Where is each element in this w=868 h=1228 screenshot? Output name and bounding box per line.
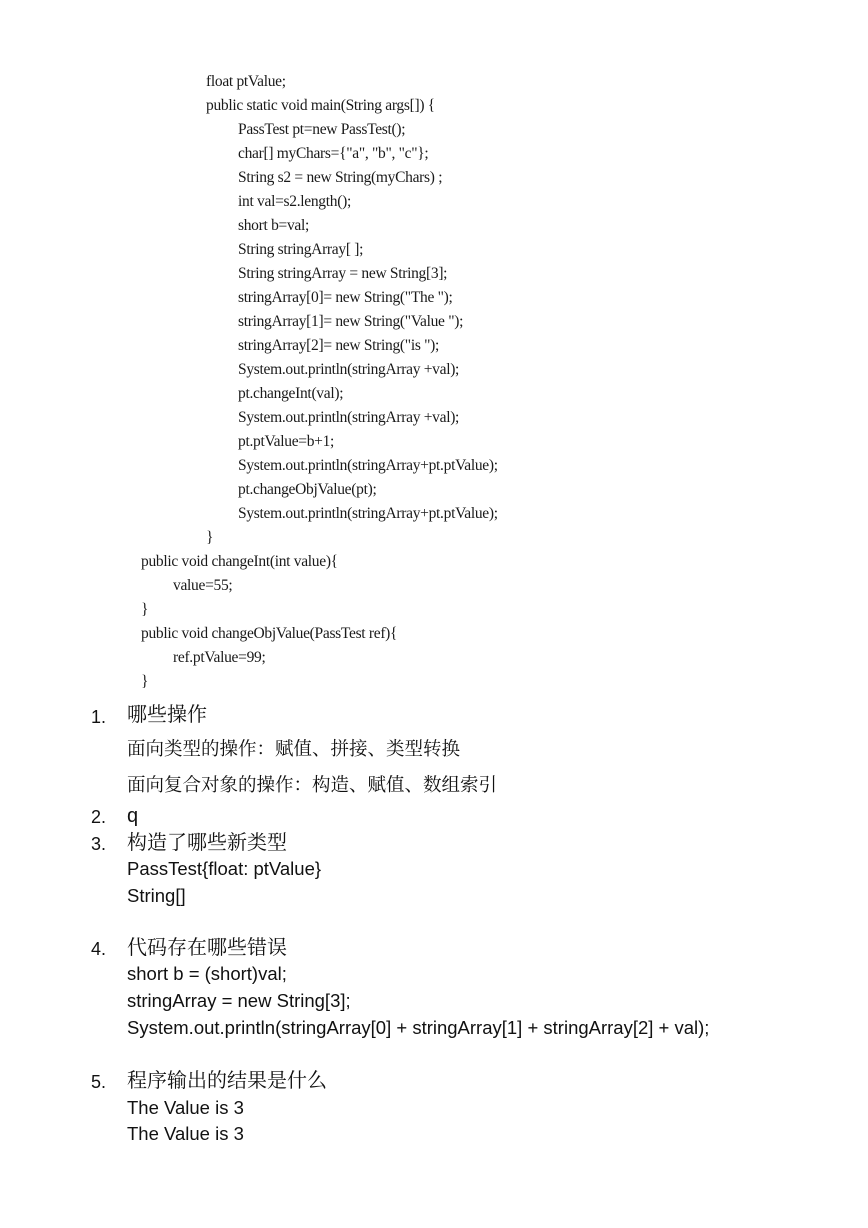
cropped-line-remnant [170,58,440,64]
question-heading: 代码存在哪些错误 [127,937,287,959]
code-line: pt.changeObjValue(pt); [238,481,377,498]
code-line: stringArray[0]= new String("The "); [238,289,453,306]
list-number: 4. [91,939,107,959]
code-line: String s2 = new String(myChars) ; [238,169,443,186]
list-number: 1. [91,707,107,727]
code-line: pt.changeInt(val); [238,385,344,402]
code-line: value=55; [173,577,233,594]
answer-line: PassTest{float: ptValue} [127,858,322,879]
code-line: System.out.println(stringArray+pt.ptValue); [238,505,498,522]
code-line: System.out.println(stringArray+pt.ptValue); [238,457,498,474]
code-line: ref.ptValue=99; [173,649,266,666]
code-line: PassTest pt=new PassTest(); [238,121,406,138]
code-line: } [141,673,149,690]
code-line: String stringArray[ ]; [238,241,364,258]
answer-line: String[] [127,885,186,906]
list-number: 2. [91,807,107,827]
code-line: System.out.println(stringArray +val); [238,409,460,426]
answer-line: stringArray = new String[3]; [127,990,351,1011]
code-line: System.out.println(stringArray +val); [238,361,460,378]
list-number: 5. [91,1072,107,1092]
code-line: char[] myChars={"a", "b", "c"}; [238,145,429,162]
code-line: stringArray[2]= new String("is "); [238,337,440,354]
code-line: short b=val; [238,217,310,234]
code-line: String stringArray = new String[3]; [238,265,448,282]
code-line: pt.ptValue=b+1; [238,433,335,450]
answer-line: System.out.println(stringArray[0] + stringArray[1] + stringArray[2] + val); [127,1017,710,1038]
question-heading: 构造了哪些新类型 [127,832,287,854]
answer-line: The Value is 3 [127,1097,244,1118]
code-line: int val=s2.length(); [238,193,351,210]
answer-line: 面向复合对象的操作：构造、赋值、数组索引 [127,774,498,795]
list-number: 3. [91,834,107,854]
code-line: public static void main(String args[]) { [206,97,435,114]
code-line: public void changeObjValue(PassTest ref){ [141,625,398,642]
code-line: float ptValue; [206,73,286,90]
question-heading: q [127,805,139,827]
code-line: } [141,601,149,618]
code-line: } [206,529,214,546]
answer-line: The Value is 3 [127,1123,244,1144]
code-line: public void changeInt(int value){ [141,553,338,570]
question-heading: 程序输出的结果是什么 [127,1070,327,1092]
question-heading: 哪些操作 [127,704,207,726]
answer-line: 面向类型的操作：赋值、拼接、类型转换 [127,738,461,759]
answer-line: short b = (short)val; [127,963,287,984]
code-line: stringArray[1]= new String("Value "); [238,313,464,330]
